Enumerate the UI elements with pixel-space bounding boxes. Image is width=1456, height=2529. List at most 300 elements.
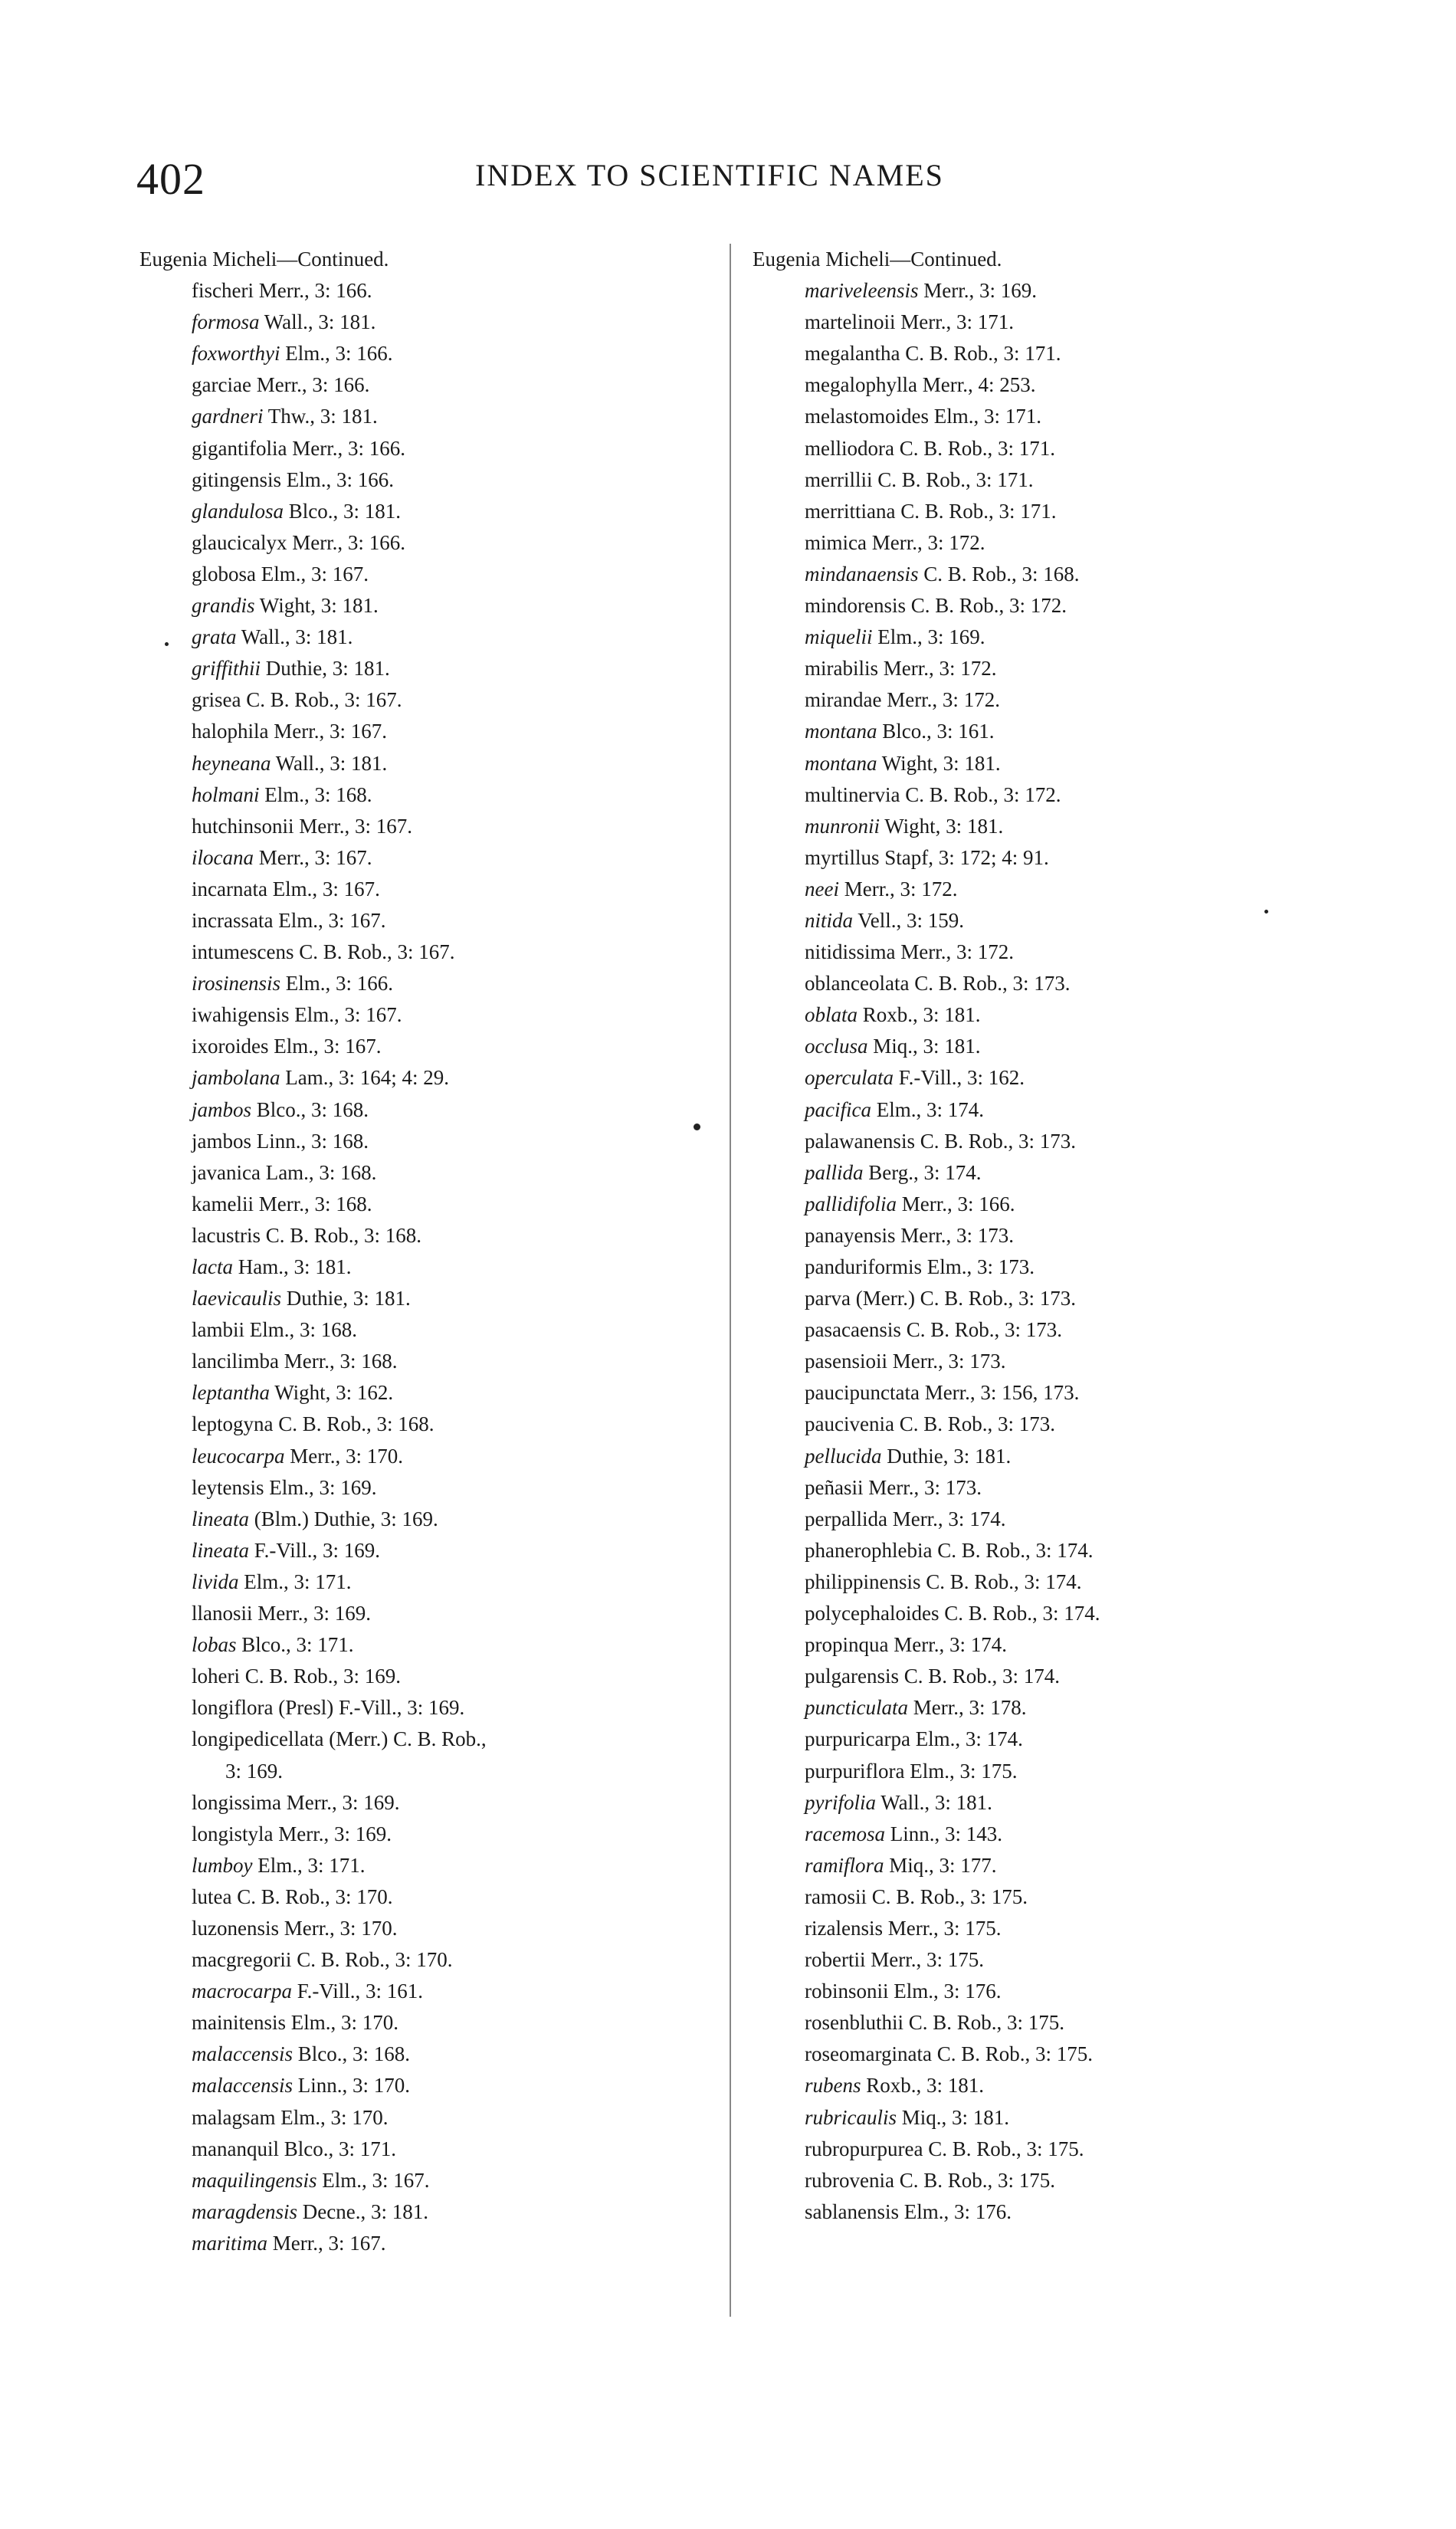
index-entry — [139, 1881, 722, 1913]
species-name: gitingensis — [192, 467, 282, 491]
page-reference: C. B. Rob., 3: 171. — [899, 436, 1055, 460]
species-name: maritima — [192, 2231, 268, 2255]
species-name: globosa — [192, 562, 256, 586]
index-entry — [753, 1157, 1389, 1189]
page-reference: Merr., 3: 175. — [887, 1916, 1002, 1940]
index-entry — [139, 1377, 722, 1409]
index-entry-continuation: 3: 169. — [225, 1759, 284, 1783]
page-reference: Elm., 3: 171. — [257, 1853, 366, 1877]
species-name: llanosii — [192, 1602, 253, 1625]
page-reference: C. B. Rob., 3: 168. — [923, 562, 1080, 586]
index-entry — [753, 338, 1389, 369]
species-name: jambos — [192, 1097, 252, 1121]
species-name: mariveleensis — [805, 279, 919, 303]
species-name: foxworthyi — [192, 342, 280, 366]
index-entry — [753, 1944, 1389, 1976]
species-name: propinqua — [805, 1633, 889, 1657]
species-name: leucocarpa — [192, 1444, 285, 1468]
index-entry — [139, 842, 722, 874]
index-entry — [753, 684, 1389, 716]
species-name: grata — [192, 625, 237, 649]
page-reference: Merr., 3: 167. — [272, 2231, 386, 2255]
species-name: montana — [805, 751, 877, 775]
page-reference: Merr., 3: 172. — [871, 530, 985, 554]
page-reference: Wall., 3: 181. — [880, 1790, 992, 1814]
index-entry — [753, 2007, 1389, 2039]
page-reference: C. B. Rob., 3: 171. — [900, 499, 1057, 523]
species-name: miquelii — [805, 625, 873, 649]
species-name: hutchinsonii — [192, 814, 294, 838]
species-name: phanerophlebia — [805, 1538, 933, 1562]
print-speck — [165, 642, 169, 646]
page-reference: Roxb., 3: 181. — [862, 1003, 981, 1027]
index-entry — [139, 1251, 722, 1283]
index-entry — [139, 1126, 722, 1157]
species-name: robinsonii — [805, 1980, 889, 2003]
page-reference: Wight, 3: 181. — [259, 594, 379, 618]
page-reference: C. B. Rob., 3: 170. — [297, 1948, 453, 1972]
index-entry — [139, 2134, 722, 2165]
index-entry — [753, 559, 1389, 590]
index-entry — [753, 464, 1389, 496]
species-name: malaccensis — [192, 2074, 293, 2098]
index-entry — [753, 401, 1389, 432]
index-entry — [753, 905, 1389, 936]
species-name: pellucida — [805, 1444, 882, 1468]
page-reference: Elm., 3: 170. — [280, 2105, 389, 2129]
index-entry — [753, 1566, 1389, 1598]
species-name: purpuriflora — [805, 1759, 905, 1783]
page-reference: Merr., 3: 168. — [284, 1350, 398, 1373]
page-reference: Blco., 3: 168. — [297, 2042, 410, 2066]
index-entry — [139, 1062, 722, 1094]
page-reference: Merr., 3: 169. — [286, 1790, 400, 1814]
species-name: pulgarensis — [805, 1665, 899, 1688]
species-name: montana — [805, 720, 877, 743]
index-entry — [139, 716, 722, 747]
species-name: loheri — [192, 1665, 240, 1688]
species-name: malaccensis — [192, 2042, 293, 2066]
species-name: palawanensis — [805, 1129, 915, 1153]
index-entry — [139, 1157, 722, 1189]
page-reference: C. B. Rob., 3: 172. — [905, 782, 1061, 806]
page-reference: Blco., 3: 171. — [284, 2137, 396, 2160]
page-reference: Wight, 3: 181. — [881, 751, 1001, 775]
index-entry — [139, 275, 722, 307]
species-name: glaucicalyx — [192, 530, 287, 554]
species-name: peñasii — [805, 1475, 864, 1499]
species-name: nitidissima — [805, 940, 896, 964]
page-reference: C. B. Rob., 3: 168. — [265, 1223, 422, 1247]
index-entry — [139, 1629, 722, 1661]
page-reference: Merr., 3: 172. — [900, 940, 1015, 964]
index-entry — [139, 2070, 722, 2101]
page-reference: Elm., 3: 167. — [322, 2168, 430, 2192]
page-reference: Elm., 3: 176. — [894, 1980, 1002, 2003]
page-reference: Merr., 3: 166. — [292, 530, 405, 554]
page-reference: Thw., 3: 181. — [267, 405, 378, 428]
page-reference: Elm., 3: 167. — [274, 1035, 382, 1058]
page-reference: Elm., 3: 168. — [264, 782, 372, 806]
species-name: multinervia — [805, 782, 900, 806]
page-reference: Duthie, 3: 181. — [265, 657, 390, 681]
index-entry — [139, 622, 722, 653]
species-name: macrocarpa — [192, 1980, 292, 2003]
index-entry — [753, 590, 1389, 622]
page-reference: Duthie, 3: 181. — [887, 1444, 1012, 1468]
species-name: pallidifolia — [805, 1192, 897, 1215]
index-entry — [753, 1724, 1389, 1755]
index-entry — [753, 1787, 1389, 1819]
page-reference: (Merr.) C. B. Rob., 3: 173. — [855, 1287, 1076, 1310]
species-name: myrtillus — [805, 845, 880, 869]
page-reference: Merr., 3: 167. — [258, 845, 372, 869]
species-name: halophila — [192, 720, 269, 743]
index-entry — [753, 1220, 1389, 1251]
page-reference: (Presl) F.-Vill., 3: 169. — [278, 1696, 465, 1720]
page-reference: Elm., 3: 171. — [244, 1570, 352, 1593]
species-name: ixoroides — [192, 1035, 269, 1058]
page-reference: Elm., 3: 169. — [269, 1475, 377, 1499]
species-name: megalophylla — [805, 373, 917, 397]
print-speck — [694, 1123, 700, 1130]
index-entry — [139, 433, 722, 464]
index-entry — [139, 1819, 722, 1850]
species-name: merrittiana — [805, 499, 896, 523]
page-reference: C. B. Rob., 3: 175. — [908, 2011, 1065, 2035]
page-reference: C. B. Rob., 3: 174. — [903, 1665, 1061, 1688]
page-reference: Merr., 3: 173. — [868, 1475, 982, 1499]
species-name: racemosa — [805, 1822, 885, 1845]
page-reference: Elm., 3: 171. — [933, 405, 1041, 428]
index-entry — [753, 842, 1389, 874]
species-name: rubens — [805, 2074, 861, 2098]
species-name: garciae — [192, 373, 251, 397]
index-entry — [139, 811, 722, 842]
page-reference: Elm., 3: 173. — [926, 1255, 1035, 1278]
index-entry — [139, 653, 722, 684]
page-reference: F.-Vill., 3: 162. — [898, 1066, 1025, 1090]
running-head: INDEX TO SCIENTIFIC NAMES — [475, 158, 944, 192]
index-entry — [139, 999, 722, 1031]
page-reference: Wight, 3: 162. — [274, 1381, 394, 1405]
page-reference: Ham., 3: 181. — [238, 1255, 352, 1278]
page-reference: Miq., 3: 177. — [889, 1853, 997, 1877]
species-name: puncticulata — [805, 1696, 908, 1720]
page-reference: Merr., 4: 253. — [922, 373, 1036, 397]
species-name: perpallida — [805, 1507, 887, 1530]
index-entry — [139, 1913, 722, 1944]
index-entry — [139, 1661, 722, 1692]
page-reference: Elm., 3: 167. — [278, 908, 386, 932]
index-entry — [139, 1314, 722, 1346]
index-entry — [753, 1819, 1389, 1850]
index-entry — [753, 2134, 1389, 2165]
species-name: gigantifolia — [192, 436, 287, 460]
index-entry — [139, 1535, 722, 1566]
species-name: oblanceolata — [805, 972, 910, 996]
page-reference: C. B. Rob., 3: 171. — [905, 342, 1061, 366]
species-name: purpuricarpa — [805, 1727, 910, 1751]
page-reference: C. B. Rob., 3: 170. — [237, 1884, 393, 1908]
page-reference: C. B. Rob., 3: 172. — [910, 594, 1067, 618]
page-reference: Merr., 3: 169. — [278, 1822, 392, 1845]
index-entry — [139, 1787, 722, 1819]
page-reference: Merr., 3: 167. — [274, 720, 387, 743]
species-name: lacustris — [192, 1223, 261, 1247]
index-entry — [753, 1756, 1389, 1787]
page-reference: Roxb., 3: 181. — [866, 2074, 985, 2098]
species-name: incrassata — [192, 908, 274, 932]
index-entry — [139, 2165, 722, 2196]
species-name: panayensis — [805, 1223, 896, 1247]
species-name: irosinensis — [192, 972, 281, 996]
index-entry — [139, 464, 722, 496]
species-name: incarnata — [192, 877, 267, 900]
page-reference: Linn., 3: 170. — [297, 2074, 410, 2098]
page-reference: Merr., 3: 173. — [900, 1223, 1014, 1247]
index-entry — [753, 779, 1389, 811]
species-name: neei — [805, 877, 839, 900]
page-reference: Merr., 3: 166. — [256, 373, 370, 397]
index-entry — [139, 1441, 722, 1472]
species-name: lambii — [192, 1318, 244, 1342]
page-reference: Merr., 3: 166. — [901, 1192, 1015, 1215]
page-reference: C. B. Rob., 3: 175. — [936, 2042, 1093, 2066]
index-entry — [753, 1346, 1389, 1377]
page-reference: Merr., 3: 167. — [299, 814, 412, 838]
species-name: melastomoides — [805, 405, 929, 428]
page-reference: Elm., 3: 170. — [290, 2011, 398, 2035]
species-name: lumboy — [192, 1853, 253, 1877]
index-entry — [753, 1314, 1389, 1346]
page-reference: Decne., 3: 181. — [302, 2199, 428, 2223]
species-name: longipedicellata — [192, 1727, 324, 1751]
page-reference: C. B. Rob., 3: 167. — [246, 688, 402, 712]
species-name: munronii — [805, 814, 880, 838]
species-name: paucivenia — [805, 1412, 894, 1436]
index-entry — [753, 874, 1389, 905]
index-entry — [753, 1913, 1389, 1944]
index-entry — [139, 1283, 722, 1314]
species-name: merrillii — [805, 467, 873, 491]
species-name: occlusa — [805, 1035, 868, 1058]
column-heading: Eugenia Micheli—Continued. — [753, 248, 1002, 271]
page-reference: Elm., 3: 167. — [272, 877, 380, 900]
index-entry — [139, 1724, 722, 1755]
index-entry — [753, 1189, 1389, 1220]
species-name: ramiflora — [805, 1853, 884, 1877]
index-entry — [753, 1881, 1389, 1913]
index-entry — [139, 1094, 722, 1126]
species-name: grandis — [192, 594, 255, 618]
species-name: pasacaensis — [805, 1318, 901, 1342]
index-entry — [753, 433, 1389, 464]
page-reference: Merr., 3: 170. — [284, 1916, 398, 1940]
index-entry — [753, 1283, 1389, 1314]
species-name: nitida — [805, 908, 854, 932]
species-name: sablanensis — [805, 2199, 899, 2223]
index-entry — [139, 1409, 722, 1440]
index-entry — [753, 1441, 1389, 1472]
page-reference: Merr., 3: 172. — [844, 877, 958, 900]
species-name: rizalensis — [805, 1916, 883, 1940]
species-name: rosenbluthii — [805, 2011, 903, 2035]
species-name: javanica — [192, 1160, 261, 1184]
page-reference: Elm., 3: 167. — [261, 562, 369, 586]
species-name: gardneri — [192, 405, 264, 428]
page-reference: Merr., 3: 178. — [913, 1696, 1027, 1720]
page-reference: Elm., 3: 166. — [286, 467, 395, 491]
index-entry — [139, 1976, 722, 2007]
page-reference: Stapf, 3: 172; 4: 91. — [884, 845, 1049, 869]
page-reference: Merr., 3: 169. — [923, 279, 1037, 303]
page-reference: Elm., 3: 166. — [285, 972, 394, 996]
page-reference: Blco., 3: 171. — [241, 1633, 354, 1657]
page-reference: C. B. Rob., 3: 173. — [906, 1318, 1062, 1342]
species-name: pacifica — [805, 1097, 871, 1121]
index-entry — [139, 1944, 722, 1976]
species-name: rubrovenia — [805, 2168, 894, 2192]
species-name: formosa — [192, 310, 260, 334]
page-reference: C. B. Rob., 3: 175. — [871, 1884, 1028, 1908]
species-name: mananquil — [192, 2137, 279, 2160]
page-reference: Merr., 3: 156, 173. — [924, 1381, 1080, 1405]
species-name: holmani — [192, 782, 260, 806]
index-entry — [139, 338, 722, 369]
page-reference: Merr., 3: 169. — [257, 1602, 371, 1625]
index-entry — [753, 1850, 1389, 1881]
species-name: mindanaensis — [805, 562, 919, 586]
page-reference: Wight, 3: 181. — [884, 814, 1004, 838]
index-entry — [139, 779, 722, 811]
index-entry — [139, 1692, 722, 1724]
index-entry — [139, 2102, 722, 2134]
index-entry — [753, 1126, 1389, 1157]
index-entry — [753, 275, 1389, 307]
index-entry — [753, 1377, 1389, 1409]
index-entry — [139, 590, 722, 622]
index-entry — [753, 527, 1389, 559]
page-reference: Merr., 3: 175. — [871, 1948, 984, 1972]
index-entry — [753, 1692, 1389, 1724]
page-reference: F.-Vill., 3: 161. — [297, 1980, 423, 2003]
species-name: griffithii — [192, 657, 261, 681]
species-name: mirandae — [805, 688, 882, 712]
page-reference: Wall., 3: 181. — [275, 751, 388, 775]
page-reference: Elm., 3: 175. — [910, 1759, 1018, 1783]
page-reference: Merr., 3: 170. — [290, 1444, 403, 1468]
species-name: roseomarginata — [805, 2042, 932, 2066]
species-name: luzonensis — [192, 1916, 279, 1940]
species-name: iwahigensis — [192, 1003, 290, 1027]
page-reference: C. B. Rob., 3: 173. — [899, 1412, 1055, 1436]
page-reference: Miq., 3: 181. — [873, 1035, 981, 1058]
index-entry — [139, 1031, 722, 1062]
page-reference: F.-Vill., 3: 169. — [254, 1538, 380, 1562]
species-name: operculata — [805, 1066, 894, 1090]
page-reference: C. B. Rob., 3: 174. — [926, 1570, 1082, 1593]
index-entry — [753, 936, 1389, 968]
page-reference: Blco., 3: 168. — [256, 1097, 369, 1121]
page-reference: C. B. Rob., 3: 174. — [944, 1602, 1100, 1625]
species-name: mirabilis — [805, 657, 878, 681]
index-entry — [139, 684, 722, 716]
page-reference: Elm., 3: 169. — [877, 625, 985, 649]
page-reference: Merr., 3: 166. — [292, 436, 405, 460]
species-name: fischeri — [192, 279, 254, 303]
index-entry — [139, 936, 722, 968]
page-reference: Wall., 3: 181. — [264, 310, 376, 334]
column-divider — [730, 244, 731, 2317]
page-reference: Elm., 3: 174. — [876, 1097, 984, 1121]
species-name: robertii — [805, 1948, 866, 1972]
index-entry — [753, 1472, 1389, 1504]
page-reference: (Merr.) C. B. Rob., — [329, 1727, 487, 1751]
index-entry — [753, 1031, 1389, 1062]
page-number: 402 — [136, 154, 205, 204]
species-name: megalantha — [805, 342, 900, 366]
index-entry — [753, 307, 1389, 338]
page-reference: Blco., 3: 161. — [882, 720, 995, 743]
species-name: lineata — [192, 1538, 249, 1562]
index-entry — [753, 716, 1389, 747]
page-reference: Duthie, 3: 181. — [286, 1287, 411, 1310]
page-reference: C. B. Rob., 3: 175. — [899, 2168, 1055, 2192]
species-name: leptantha — [192, 1381, 270, 1405]
species-name: ilocana — [192, 845, 254, 869]
index-entry — [139, 1189, 722, 1220]
index-entry — [139, 874, 722, 905]
species-name: heyneana — [192, 751, 271, 775]
page-reference: Elm., 3: 166. — [285, 342, 393, 366]
species-name: philippinensis — [805, 1570, 921, 1593]
species-name: glandulosa — [192, 499, 284, 523]
index-entry — [753, 748, 1389, 779]
page-reference: Merr., 3: 172. — [887, 688, 1000, 712]
species-name: lineata — [192, 1507, 249, 1530]
page-reference: (Blm.) Duthie, 3: 169. — [254, 1507, 438, 1530]
page-reference: Miq., 3: 181. — [901, 2105, 1010, 2129]
species-name: pasensioii — [805, 1350, 887, 1373]
species-name: jambos — [192, 1129, 251, 1153]
index-entry — [753, 1661, 1389, 1692]
species-name: melliodora — [805, 436, 894, 460]
index-entry — [139, 496, 722, 527]
index-entry — [753, 496, 1389, 527]
index-entry — [753, 2196, 1389, 2228]
page-reference: Merr., 3: 174. — [894, 1633, 1007, 1657]
page-reference: Elm., 3: 168. — [249, 1318, 357, 1342]
index-entry — [139, 401, 722, 432]
species-name: macgregorii — [192, 1948, 292, 1972]
index-entry — [753, 2102, 1389, 2134]
index-entry — [139, 1346, 722, 1377]
index-entry — [753, 653, 1389, 684]
index-entry — [139, 307, 722, 338]
species-name: leptogyna — [192, 1412, 274, 1436]
print-speck — [1264, 910, 1268, 914]
species-name: ramosii — [805, 1884, 867, 1908]
index-entry — [139, 1598, 722, 1629]
page-reference: Merr., 3: 171. — [900, 310, 1014, 334]
page-reference: C. B. Rob., 3: 168. — [278, 1412, 435, 1436]
page-reference: Wall., 3: 181. — [241, 625, 353, 649]
species-name: polycephaloides — [805, 1602, 940, 1625]
left-index-column — [139, 244, 722, 2259]
right-index-column — [753, 244, 1389, 2228]
index-entry — [753, 1409, 1389, 1440]
